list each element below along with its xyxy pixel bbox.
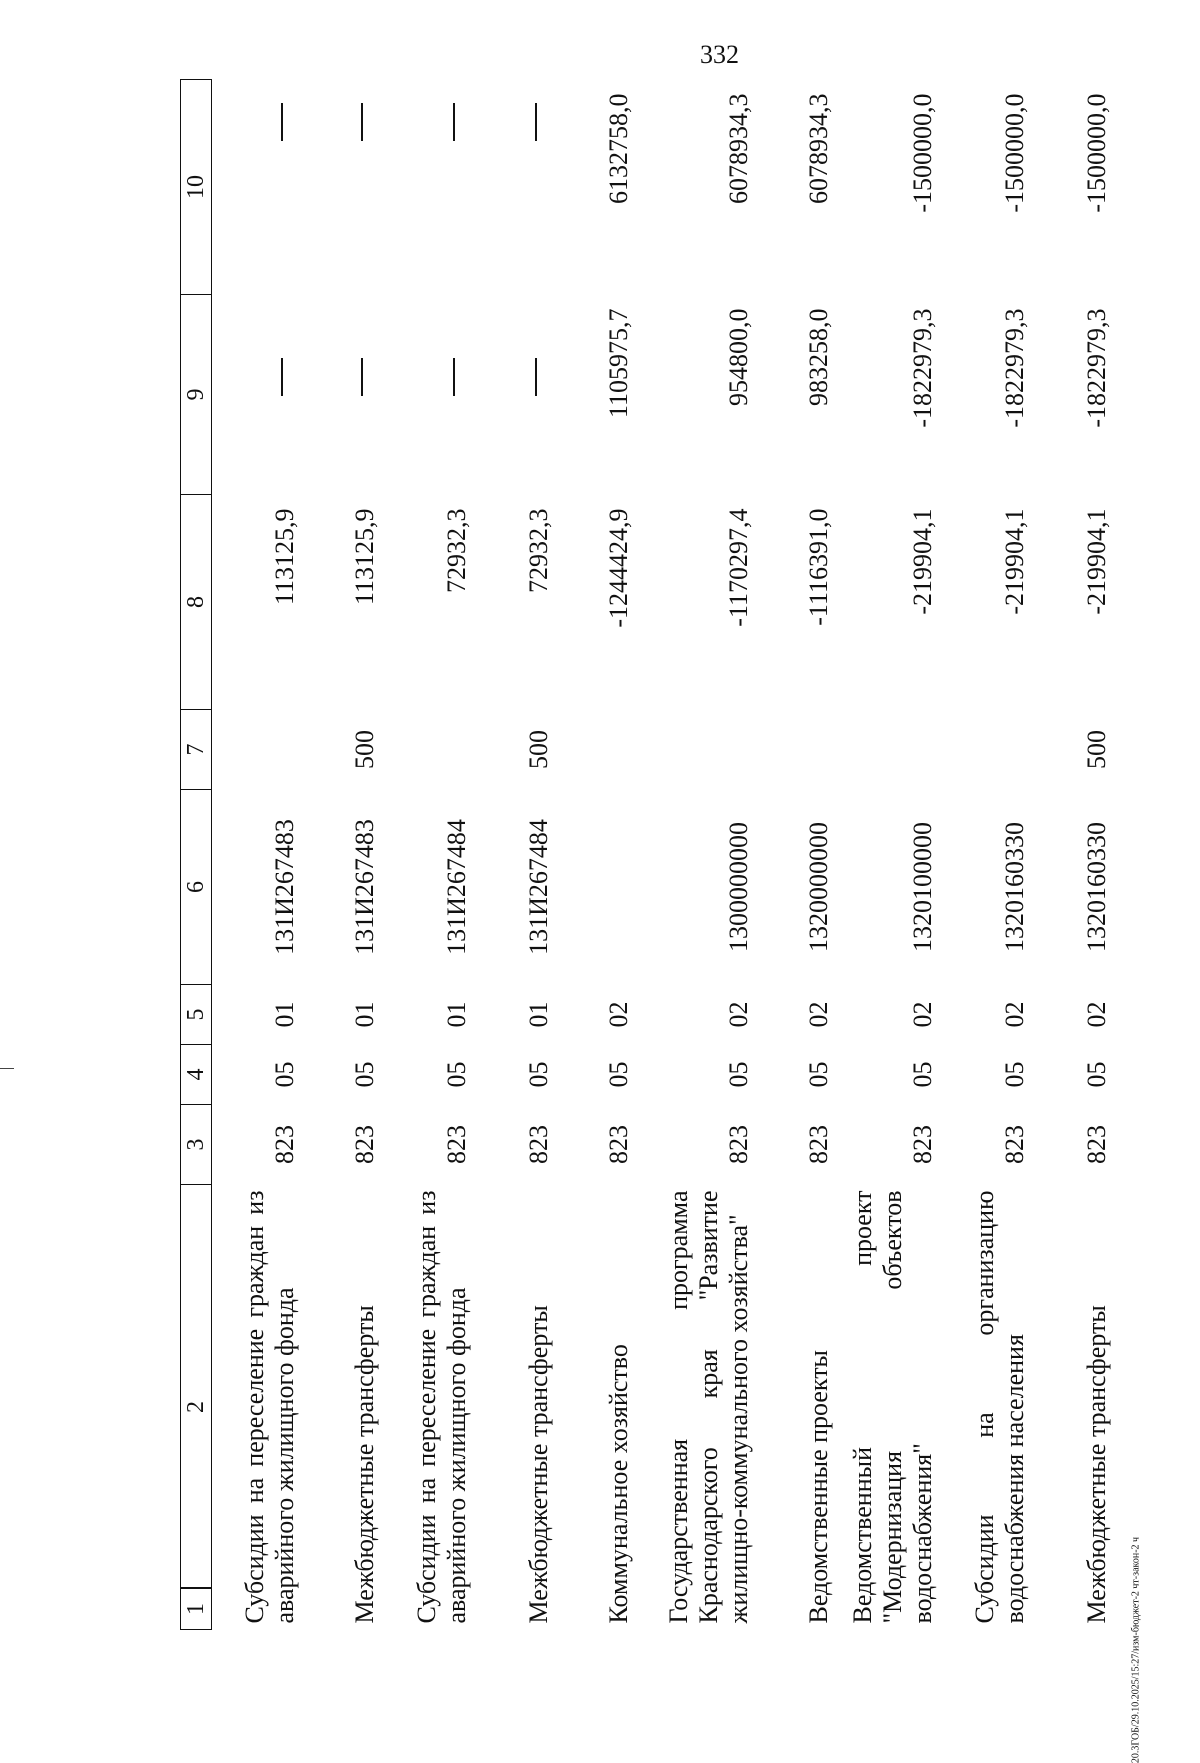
row-c3: 823 (523, 1125, 553, 1164)
header-col-5: 5 (181, 985, 212, 1045)
row-c3: 823 (999, 1125, 1029, 1164)
row-c5: 02 (603, 1001, 633, 1028)
row-c7 (946, 710, 1038, 790)
table-row (842, 80, 946, 1630)
footer-code: 20.3ГОБ/29.10.2025/15:27/изм-бюджет-2 чт-закон-2 ч (1130, 1536, 1142, 1763)
row-c9 (308, 295, 388, 495)
row-c10: -1500000,0 (1081, 93, 1111, 213)
header-col-3: 3 (181, 1105, 212, 1185)
row-c10 (480, 80, 562, 295)
row-c7 (842, 710, 946, 790)
row-c7: 500 (1081, 730, 1111, 769)
header-col-9: 9 (181, 295, 212, 495)
table-row (946, 80, 1038, 1630)
row-name: Коммунальное хозяйство (603, 1344, 633, 1624)
row-c10: -1500000,0 (999, 93, 1029, 213)
header-col-7: 7 (181, 710, 212, 790)
row-c4: 05 (441, 1061, 471, 1088)
dash-mark (342, 359, 380, 397)
row-c5: 02 (907, 1001, 937, 1028)
row-c3: 823 (803, 1125, 833, 1164)
row-c4: 05 (723, 1061, 753, 1088)
row-c7 (212, 710, 308, 790)
row-c9 (212, 295, 308, 495)
dash-mark (342, 104, 380, 142)
table-row (308, 80, 388, 1630)
row-c10 (308, 80, 388, 295)
row-c9: 983258,0 (803, 308, 833, 406)
row-c8: -1244424,9 (603, 508, 633, 628)
row-c8: 72932,3 (441, 508, 471, 593)
row-c9: 1105975,7 (603, 308, 633, 419)
dash-mark (262, 359, 300, 397)
row-name: Государственная программа Краснодарского края "Развитие жилищно-коммунального хозяйства" (663, 1190, 753, 1624)
table-header (181, 80, 212, 1630)
row-c7 (762, 710, 842, 790)
row-c8: -219904,1 (1081, 508, 1111, 615)
table-row (480, 80, 562, 1630)
table-row (212, 80, 308, 1630)
row-c6: 1320100000 (907, 822, 937, 952)
row-c8: 113125,9 (349, 508, 379, 606)
table-row (762, 80, 842, 1630)
row-c3: 823 (269, 1125, 299, 1164)
row-name: Ведомственный проект "Модернизация объектов водоснабжения" (847, 1190, 937, 1624)
row-c3: 823 (907, 1125, 937, 1164)
dash-mark (262, 104, 300, 142)
row-c5: 01 (441, 1001, 471, 1028)
row-c3: 823 (441, 1125, 471, 1164)
row-c10: 6078934,3 (723, 93, 753, 204)
row-c6: 131И267484 (441, 819, 471, 955)
row-c9: -1822979,3 (999, 308, 1029, 428)
row-name: Субсидии на переселение граждан из аварийного жилищного фонда (411, 1190, 471, 1624)
header-col-6: 6 (181, 790, 212, 985)
row-c4: 05 (349, 1061, 379, 1088)
row-name: Ведомственные проекты (803, 1349, 833, 1624)
row-c3: 823 (603, 1125, 633, 1164)
row-name: Межбюджетные трансферты (1081, 1305, 1111, 1624)
row-c7 (562, 710, 642, 790)
page-number: 332 (700, 40, 739, 69)
budget-table-rotated (180, 80, 1140, 1630)
header-col-2: 2 (183, 1401, 209, 1413)
row-c8: -1170297,4 (723, 508, 753, 627)
row-c7 (642, 710, 762, 790)
row-c5: 02 (999, 1001, 1029, 1028)
row-c7 (388, 710, 480, 790)
header-col-8: 8 (181, 495, 212, 710)
row-name: Межбюджетные трансферты (523, 1305, 553, 1624)
row-c9: -1822979,3 (907, 308, 937, 428)
header-row (181, 80, 212, 1630)
row-c10: 6132758,0 (603, 93, 633, 204)
row-c5: 02 (803, 1001, 833, 1028)
row-c6: 1320160330 (999, 822, 1029, 952)
table-body (212, 80, 1120, 1630)
row-c4: 05 (1081, 1061, 1111, 1088)
row-c5: 01 (269, 1001, 299, 1028)
row-c9: -1822979,3 (1081, 308, 1111, 428)
row-name: Субсидии на организацию водоснабжения населения (969, 1190, 1029, 1624)
table-row (562, 80, 642, 1630)
row-name: Субсидии на переселение граждан из аварийного жилищного фонда (239, 1190, 299, 1624)
row-c10 (388, 80, 480, 295)
header-col-4: 4 (181, 1045, 212, 1105)
row-c6: 131И267484 (523, 819, 553, 955)
row-c8: -219904,1 (999, 508, 1029, 615)
dash-mark (434, 104, 472, 142)
row-c9 (388, 295, 480, 495)
row-c4: 05 (803, 1061, 833, 1088)
row-c4: 05 (269, 1061, 299, 1088)
row-c8: -219904,1 (907, 508, 937, 615)
table-row (388, 80, 480, 1630)
row-c5: 01 (349, 1001, 379, 1028)
row-c5: 02 (1081, 1001, 1111, 1028)
row-c9 (480, 295, 562, 495)
header-col-10: 10 (181, 80, 212, 295)
row-c7: 500 (349, 730, 379, 769)
row-c6: 1320160330 (1081, 822, 1111, 952)
row-c10 (212, 80, 308, 295)
row-c5: 01 (523, 1001, 553, 1028)
row-c4: 05 (523, 1061, 553, 1088)
row-c10: -1500000,0 (907, 93, 937, 213)
row-c4: 05 (907, 1061, 937, 1088)
row-c6 (562, 790, 642, 985)
row-c6: 131И267483 (349, 819, 379, 955)
row-c6: 131И267483 (269, 819, 299, 955)
table-row (1038, 80, 1120, 1630)
row-c3: 823 (349, 1125, 379, 1164)
budget-table (180, 79, 1120, 1630)
row-c8: 113125,9 (269, 508, 299, 606)
row-c3: 823 (723, 1125, 753, 1164)
table-row (642, 80, 762, 1630)
row-c6: 1320000000 (803, 822, 833, 952)
footer-code-anchor (1130, 1536, 1142, 1763)
row-c6: 1300000000 (723, 822, 753, 952)
row-c9: 954800,0 (723, 308, 753, 406)
row-name: Межбюджетные трансферты (349, 1305, 379, 1624)
row-c3: 823 (1081, 1125, 1111, 1164)
dash-mark (434, 359, 472, 397)
header-col-1: 1 (183, 1603, 209, 1615)
row-c7: 500 (523, 730, 553, 769)
scan-mark (0, 1068, 14, 1069)
dash-mark (516, 359, 554, 397)
row-c8: -1116391,0 (803, 508, 833, 626)
row-c5: 02 (723, 1001, 753, 1028)
header-cell-1 (181, 1185, 212, 1630)
row-c10: 6078934,3 (803, 93, 833, 204)
row-c4: 05 (603, 1061, 633, 1088)
row-c8: 72932,3 (523, 508, 553, 593)
row-c4: 05 (999, 1061, 1029, 1088)
dash-mark (516, 104, 554, 142)
